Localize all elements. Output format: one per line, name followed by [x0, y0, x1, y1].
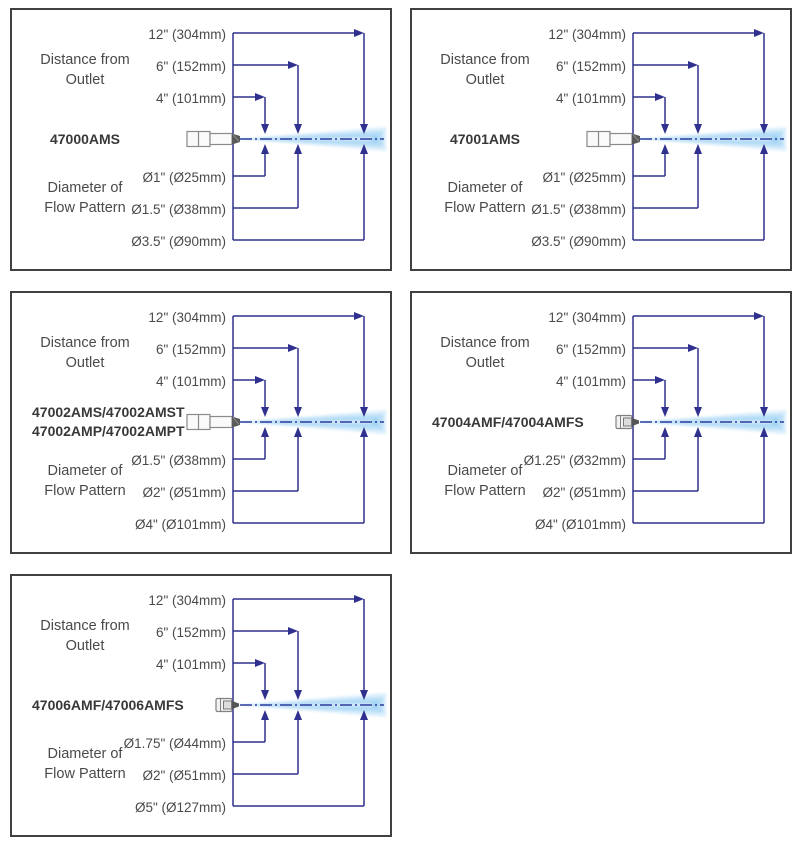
- distance-measure-12in: [233, 312, 368, 417]
- diameter-label-2: Ø2" (Ø51mm): [142, 768, 226, 783]
- arrow-down-icon: [261, 690, 269, 700]
- distance-title-line2: Outlet: [65, 72, 105, 88]
- arrow-down-icon: [261, 124, 269, 134]
- distance-label-12in: 12" (304mm): [148, 593, 226, 608]
- arrow-up-icon: [661, 427, 669, 437]
- distance-label-4in: 4" (101mm): [155, 657, 226, 672]
- diameter-label-3: Ø3.5" (Ø90mm): [131, 234, 226, 249]
- distance-label-4in: 4" (101mm): [555, 91, 626, 106]
- distance-label-6in: 6" (152mm): [555, 59, 626, 74]
- distance-title-line2: Outlet: [465, 72, 505, 88]
- arrow-up-icon: [261, 427, 269, 437]
- arrow-down-icon: [294, 407, 302, 417]
- arrow-right-icon: [655, 376, 665, 384]
- arrow-right-icon: [255, 659, 265, 667]
- model-number-label: [20, 112, 150, 166]
- distance-label-6in: 6" (152mm): [155, 625, 226, 640]
- diameter-label-3: Ø5" (Ø127mm): [134, 800, 226, 815]
- distance-measure-12in: [233, 29, 368, 134]
- diameter-label-2: Ø2" (Ø51mm): [142, 485, 226, 500]
- model-number-label: [20, 678, 242, 732]
- distance-title-line2: Outlet: [65, 355, 105, 371]
- diameter-title-line2: Flow Pattern: [44, 483, 126, 499]
- arrow-right-icon: [354, 312, 364, 320]
- arrow-up-icon: [261, 144, 269, 154]
- arrow-right-icon: [288, 344, 298, 352]
- diameter-measure-3: [233, 710, 368, 806]
- arrow-right-icon: [288, 61, 298, 69]
- arrow-right-icon: [288, 627, 298, 635]
- nozzle-illustration-ams: [587, 132, 640, 147]
- arrow-down-icon: [694, 407, 702, 417]
- model-line1: 47001AMS: [449, 130, 521, 147]
- model-number-label: [420, 395, 642, 449]
- distance-label-4in: 4" (101mm): [155, 91, 226, 106]
- diameter-label-2: Ø2" (Ø51mm): [542, 485, 626, 500]
- arrow-down-icon: [261, 407, 269, 417]
- distance-from-outlet-label: [420, 50, 550, 90]
- diameter-measure-3: [633, 144, 768, 240]
- distance-title-line1: Distance from: [40, 52, 130, 68]
- model-number-label: [420, 112, 550, 166]
- nozzle-illustration-ams: [187, 132, 240, 147]
- model-line1: 47006AMF/47006AMFS: [32, 696, 184, 713]
- model-line1: 47002AMS/47002AMST: [32, 404, 185, 420]
- distance-label-6in: 6" (152mm): [155, 59, 226, 74]
- diameter-title-line1: Diameter of: [447, 180, 523, 196]
- diameter-label-1: Ø1.5" (Ø38mm): [131, 453, 226, 468]
- arrow-up-icon: [694, 144, 702, 154]
- distance-label-12in: 12" (304mm): [148, 27, 226, 42]
- model-line1: 47004AMF/47004AMFS: [432, 413, 584, 430]
- distance-measure-4in: [633, 93, 669, 134]
- diagram-panel: [10, 574, 392, 837]
- arrow-right-icon: [754, 29, 764, 37]
- diameter-label-3: Ø3.5" (Ø90mm): [531, 234, 626, 249]
- arrow-right-icon: [655, 93, 665, 101]
- diameter-title-line1: Diameter of: [447, 463, 523, 479]
- diameter-label-2: Ø1.5" (Ø38mm): [131, 202, 226, 217]
- arrow-up-icon: [261, 710, 269, 720]
- diagram-panel: [410, 291, 792, 554]
- arrow-right-icon: [255, 93, 265, 101]
- distance-from-outlet-label: [20, 50, 150, 90]
- diameter-label-1: Ø1" (Ø25mm): [142, 170, 226, 185]
- arrow-up-icon: [294, 427, 302, 437]
- diameter-measure-3: [233, 144, 368, 240]
- arrow-up-icon: [294, 144, 302, 154]
- model-line2: 47002AMP/47002AMPT: [32, 423, 185, 439]
- arrow-right-icon: [754, 312, 764, 320]
- arrow-up-icon: [294, 710, 302, 720]
- arrow-down-icon: [661, 124, 669, 134]
- arrow-right-icon: [354, 595, 364, 603]
- arrow-right-icon: [255, 376, 265, 384]
- diameter-label-2: Ø1.5" (Ø38mm): [531, 202, 626, 217]
- diameter-title-line2: Flow Pattern: [44, 200, 126, 216]
- diameter-title-line2: Flow Pattern: [444, 483, 526, 499]
- distance-label-6in: 6" (152mm): [155, 342, 226, 357]
- diameter-label-3: Ø4" (Ø101mm): [134, 517, 226, 532]
- distance-measure-12in: [233, 595, 368, 700]
- diameter-measure-1: [633, 144, 669, 176]
- distance-title-line1: Distance from: [40, 335, 130, 351]
- diameter-title-line1: Diameter of: [47, 746, 123, 762]
- distance-label-12in: 12" (304mm): [148, 310, 226, 325]
- arrow-right-icon: [688, 61, 698, 69]
- arrow-up-icon: [661, 144, 669, 154]
- model-line1: 47000AMS: [49, 130, 121, 147]
- distance-title-line2: Outlet: [465, 355, 505, 371]
- diameter-measure-1: [233, 144, 269, 176]
- diameter-label-3: Ø4" (Ø101mm): [534, 517, 626, 532]
- distance-from-outlet-label: [20, 333, 150, 373]
- distance-title-line1: Distance from: [40, 618, 130, 634]
- distance-label-4in: 4" (101mm): [155, 374, 226, 389]
- diameter-measure-3: [233, 427, 368, 523]
- arrow-right-icon: [688, 344, 698, 352]
- distance-label-4in: 4" (101mm): [555, 374, 626, 389]
- arrow-down-icon: [294, 124, 302, 134]
- diameter-title-line1: Diameter of: [47, 180, 123, 196]
- diameter-label-1: Ø1.75" (Ø44mm): [123, 736, 226, 751]
- distance-measure-12in: [633, 29, 768, 134]
- diameter-title-line2: Flow Pattern: [44, 766, 126, 782]
- distance-title-line1: Distance from: [440, 335, 530, 351]
- distance-label-12in: 12" (304mm): [548, 27, 626, 42]
- arrow-up-icon: [694, 427, 702, 437]
- diameter-title-line1: Diameter of: [47, 463, 123, 479]
- diagram-panel: [410, 8, 792, 271]
- distance-label-6in: 6" (152mm): [555, 342, 626, 357]
- arrow-down-icon: [294, 690, 302, 700]
- distance-title-line2: Outlet: [65, 638, 105, 654]
- arrow-down-icon: [694, 124, 702, 134]
- distance-measure-4in: [233, 93, 269, 134]
- distance-from-outlet-label: [20, 616, 150, 656]
- diameter-label-1: Ø1" (Ø25mm): [542, 170, 626, 185]
- distance-measure-12in: [633, 312, 768, 417]
- diagram-panel: [10, 291, 392, 554]
- distance-title-line1: Distance from: [440, 52, 530, 68]
- diameter-label-1: Ø1.25" (Ø32mm): [523, 453, 626, 468]
- distance-from-outlet-label: [420, 333, 550, 373]
- arrow-right-icon: [354, 29, 364, 37]
- model-number-label: [20, 395, 242, 449]
- diameter-title-line2: Flow Pattern: [444, 200, 526, 216]
- arrow-down-icon: [661, 407, 669, 417]
- diagram-panel: [10, 8, 392, 271]
- distance-label-12in: 12" (304mm): [548, 310, 626, 325]
- diameter-measure-3: [633, 427, 768, 523]
